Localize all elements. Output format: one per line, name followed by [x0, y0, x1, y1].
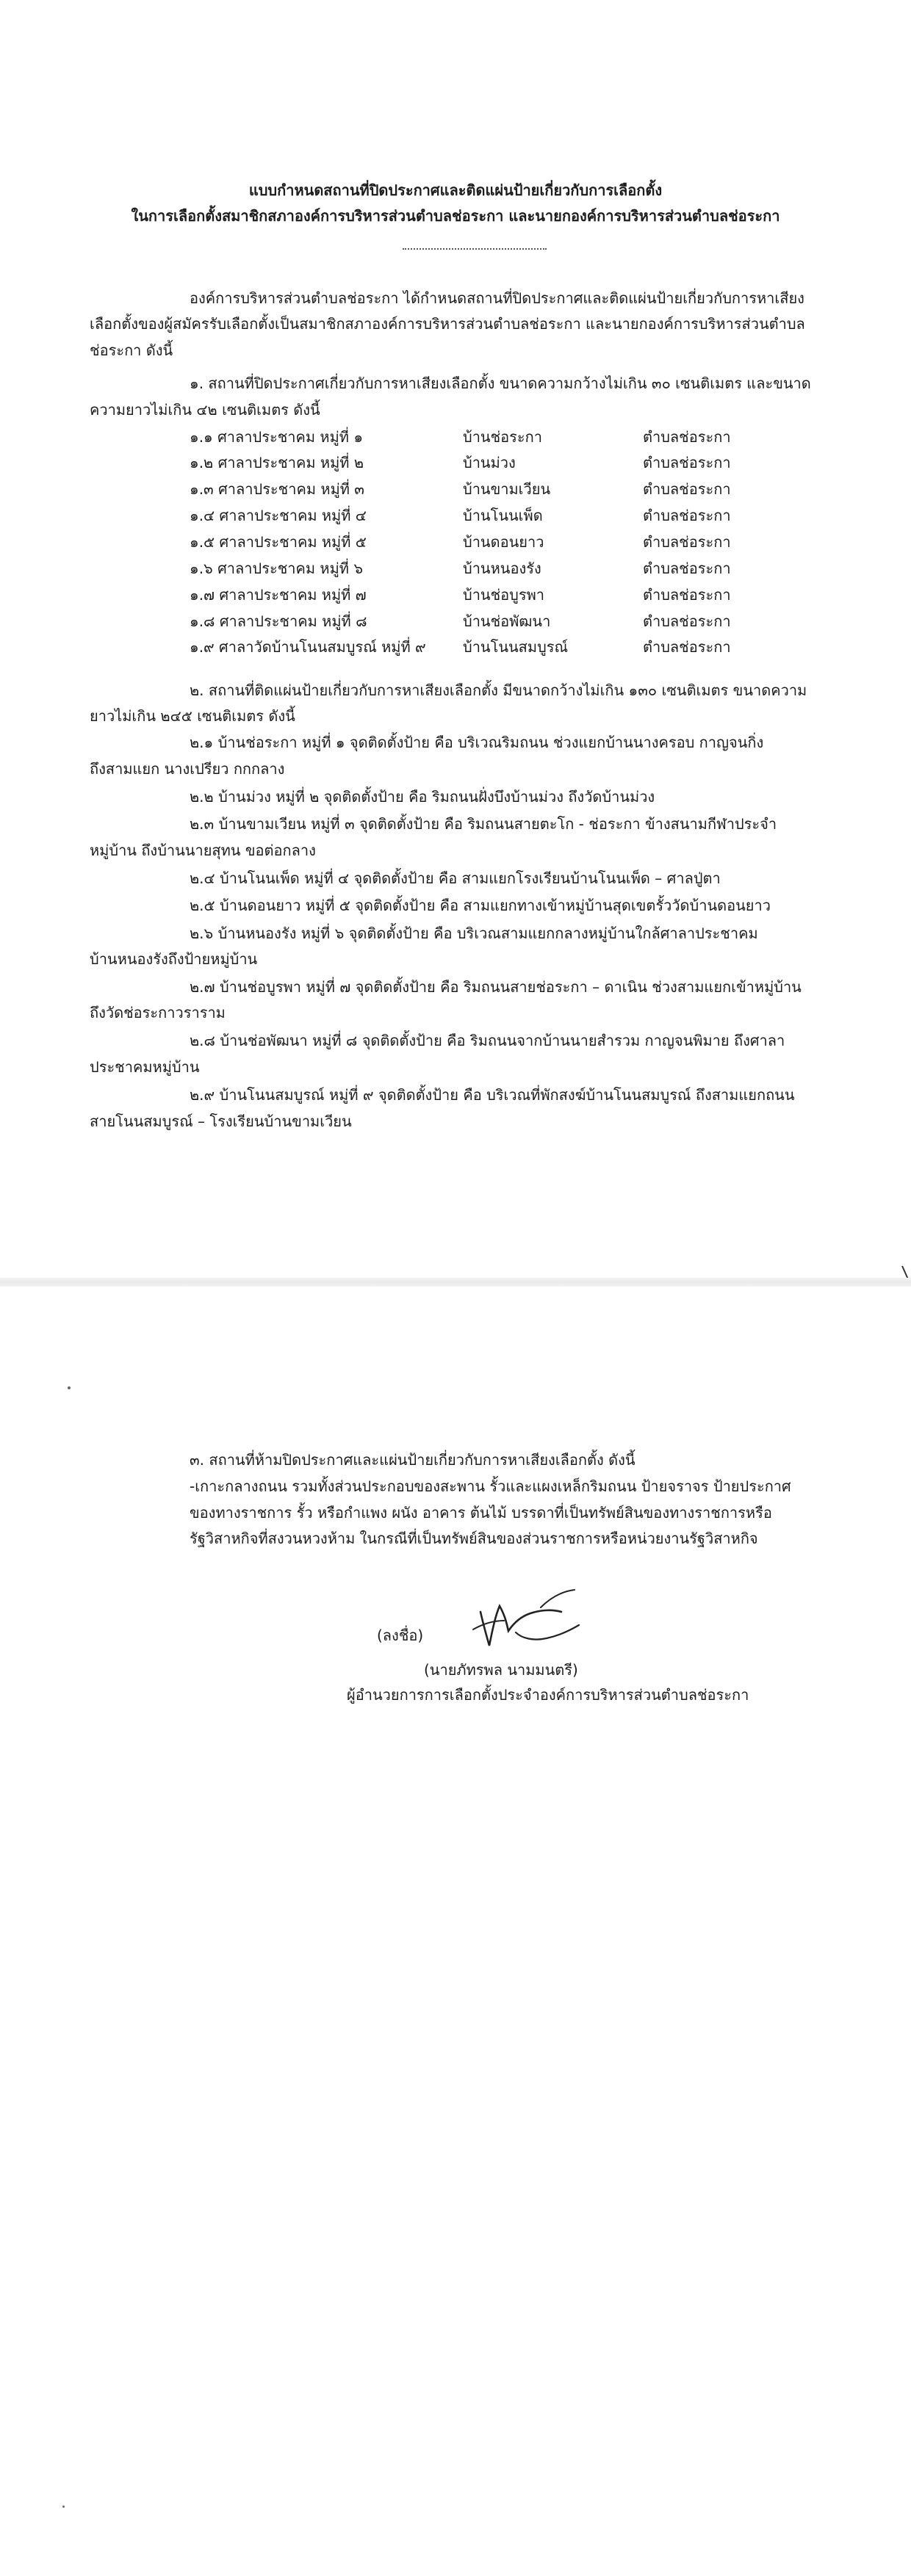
subdistrict-name: ตำบลช่อระกา [643, 560, 731, 577]
sign-location-item: ๒.๑ บ้านช่อระกา หมู่ที่ ๑ จุดติดตั้งป้าย คือ บริเวณริมถนน ช่วงแยกบ้านนางครอบ กาญจนกิ่ง [190, 734, 764, 751]
scan-speck [62, 2506, 65, 2508]
section2-heading: ยาวไม่เกิน ๒๔๕ เซนติเมตร ดังนี้ [90, 707, 295, 725]
subdistrict-name: ตำบลช่อระกา [643, 454, 731, 471]
sign-location-item: สายโนนสมบูรณ์ – โรงเรียนบ้านขามเวียน [90, 1112, 352, 1130]
sign-location-item: ๒.๕ บ้านดอนยาว หมู่ที่ ๕ จุดติดตั้งป้าย คือ สามแยกทางเข้าหมู่บ้านสุดเขตรั้ววัดบ้านดอนยาว [190, 897, 771, 914]
sign-location-item: บ้านหนองรังถึงป้ายหมู่บ้าน [90, 950, 258, 968]
document-subtitle: ในการเลือกตั้งสมาชิกสภาองค์การบริหารส่วนตำบลช่อระกา และนายกองค์การบริหารส่วนตำบลช่อระกา [131, 207, 780, 225]
subdistrict-name: ตำบลช่อระกา [643, 638, 731, 656]
sign-location-item: ๒.๓ บ้านขามเวียน หมู่ที่ ๓ จุดติดตั้งป้าย คือ ริมถนนสายตะโก - ช่อระกา ข้างสนามกีฬาประจำ [190, 815, 777, 833]
village-name: บ้านโนนสมบูรณ์ [463, 638, 569, 656]
subdistrict-name: ตำบลช่อระกา [643, 586, 731, 604]
intro-line: ช่อระกา ดังนี้ [90, 341, 173, 359]
subdistrict-name: ตำบลช่อระกา [643, 507, 731, 524]
subdistrict-name: ตำบลช่อระกา [643, 612, 731, 630]
handwritten-signature [470, 1584, 588, 1651]
location-name: ๑.๗ ศาลาประชาคม หมู่ที่ ๗ [190, 586, 367, 604]
location-name: ๑.๙ ศาลาวัดบ้านโนนสมบูรณ์ หมู่ที่ ๙ [190, 638, 426, 656]
village-name: บ้านช่อพัฒนา [463, 612, 551, 630]
prohibited-location-text: ของทางราชการ รั้ว หรือกำแพง ผนัง อาคาร ต้นไม้ บรรดาที่เป็นทรัพย์สินของทางราชการหรือ [190, 1504, 772, 1522]
document-title: แบบกำหนดสถานที่ปิดประกาศและติดแผ่นป้ายเกี่ยวกับการเลือกตั้ง [248, 181, 663, 199]
location-name: ๑.๑ ศาลาประชาคม หมู่ที่ ๑ [190, 428, 364, 446]
village-name: บ้านหนองรัง [463, 560, 541, 577]
intro-line: องค์การบริหารส่วนตำบลช่อระกา ได้กำหนดสถานที่ปิดประกาศและติดแผ่นป้ายเกี่ยวกับการหาเสียง [190, 289, 804, 307]
sign-location-item: ถึงวัดช่อระกาวราราม [90, 1004, 226, 1021]
section1-heading: ความยาวไม่เกิน ๔๒ เซนติเมตร ดังนี้ [90, 401, 320, 419]
prohibited-location-text: -เกาะกลางถนน รวมทั้งส่วนประกอบของสะพาน รั้วและแผงเหล็กริมถนน ป้ายจราจร ป้ายประกาศ [190, 1477, 791, 1495]
subdistrict-name: ตำบลช่อระกา [643, 533, 731, 551]
sign-location-item: ๒.๒ บ้านม่วง หมู่ที่ ๒ จุดติดตั้งป้าย คือ ริมถนนฝั่งบึงบ้านม่วง ถึงวัดบ้านม่วง [190, 788, 655, 806]
signature-label: (ลงชื่อ) [377, 1627, 424, 1644]
section2-heading: ๒. สถานที่ติดแผ่นป้ายเกี่ยวกับการหาเสียงเลือกตั้ง มีขนาดกว้างไม่เกิน ๑๓๐ เซนติเมตร ขนาดความ [190, 681, 807, 699]
signer-name: (นายภัทรพล นามมนตรี) [424, 1661, 578, 1679]
location-name: ๑.๕ ศาลาประชาคม หมู่ที่ ๕ [190, 533, 367, 551]
document-page-2 [0, 1287, 911, 2576]
village-name: บ้านช่อบูรพา [463, 586, 545, 604]
location-name: ๑.๖ ศาลาประชาคม หมู่ที่ ๖ [190, 560, 364, 577]
village-name: บ้านโนนเพ็ด [463, 507, 543, 524]
page-divider [0, 1278, 911, 1287]
title-divider [403, 248, 547, 250]
village-name: บ้านขามเวียน [463, 480, 551, 498]
subdistrict-name: ตำบลช่อระกา [643, 428, 731, 446]
village-name: บ้านช่อระกา [463, 428, 543, 446]
subdistrict-name: ตำบลช่อระกา [643, 480, 731, 498]
location-name: ๑.๔ ศาลาประชาคม หมู่ที่ ๔ [190, 507, 367, 524]
location-name: ๑.๘ ศาลาประชาคม หมู่ที่ ๘ [190, 612, 367, 630]
document-page-1 [0, 0, 911, 1278]
sign-location-item: ๒.๗ บ้านช่อบูรพา หมู่ที่ ๗ จุดติดตั้งป้าย คือ ริมถนนสายช่อระกา – ดาเนิน ช่วงสามแยกเข้าหมู่บ้าน [190, 978, 802, 996]
section1-heading: ๑. สถานที่ปิดประกาศเกี่ยวกับการหาเสียงเลือกตั้ง ขนาดความกว้างไม่เกิน ๓๐ เซนติเมตร และขนาด [190, 375, 811, 392]
location-name: ๑.๒ ศาลาประชาคม หมู่ที่ ๒ [190, 454, 364, 471]
sign-location-item: ถึงสามแยก นางเปรียว กกกลาง [90, 760, 285, 778]
sign-location-item: ๒.๖ บ้านหนองรัง หมู่ที่ ๖ จุดติดตั้งป้าย คือ บริเวณสามแยกกลางหมู่บ้านใกล้ศาลาประชาคม [190, 925, 758, 942]
sign-location-item: ๒.๔ บ้านโนนเพ็ด หมู่ที่ ๔ จุดติดตั้งป้าย คือ สามแยกโรงเรียนบ้านโนนเพ็ด – ศาลปู่ตา [190, 869, 721, 887]
village-name: บ้านม่วง [463, 454, 516, 471]
sign-location-item: ประชาคมหมู่บ้าน [90, 1058, 200, 1076]
intro-line: เลือกตั้งของผู้สมัครรับเลือกตั้งเป็นสมาชิกสภาองค์การบริหารส่วนตำบลช่อระกา และนายกองค์การบริหารส่วนตำบล [90, 315, 805, 333]
village-name: บ้านดอนยาว [463, 533, 544, 551]
sign-location-item: ๒.๘ บ้านช่อพัฒนา หมู่ที่ ๘ จุดติดตั้งป้าย คือ ริมถนนจากบ้านนายสำรวม กาญจนพิมาย ถึงศาลา [190, 1032, 785, 1049]
location-name: ๑.๓ ศาลาประชาคม หมู่ที่ ๓ [190, 480, 364, 498]
scan-speck [68, 1386, 71, 1389]
sign-location-item: หมู่บ้าน ถึงบ้านนายสุทน ขอต่อกลาง [90, 842, 316, 859]
signer-position: ผู้อำนวยการการเลือกตั้งประจำองค์การบริหารส่วนตำบลช่อระกา [347, 1686, 749, 1704]
sign-location-item: ๒.๙ บ้านโนนสมบูรณ์ หมู่ที่ ๙ จุดติดตั้งป้าย คือ บริเวณที่พักสงฆ์บ้านโนนสมบูรณ์ ถึงสามแยกถนน [190, 1086, 795, 1104]
prohibited-location-text: รัฐวิสาหกิจที่สงวนหวงห้าม ในกรณีที่เป็นทรัพย์สินของส่วนราชการหรือหน่วยงานรัฐวิสาหกิจ [190, 1530, 758, 1547]
section3-heading: ๓. สถานที่ห้ามปิดประกาศและแผ่นป้ายเกี่ยวกับการหาเสียงเลือกตั้ง ดังนี้ [190, 1451, 635, 1469]
